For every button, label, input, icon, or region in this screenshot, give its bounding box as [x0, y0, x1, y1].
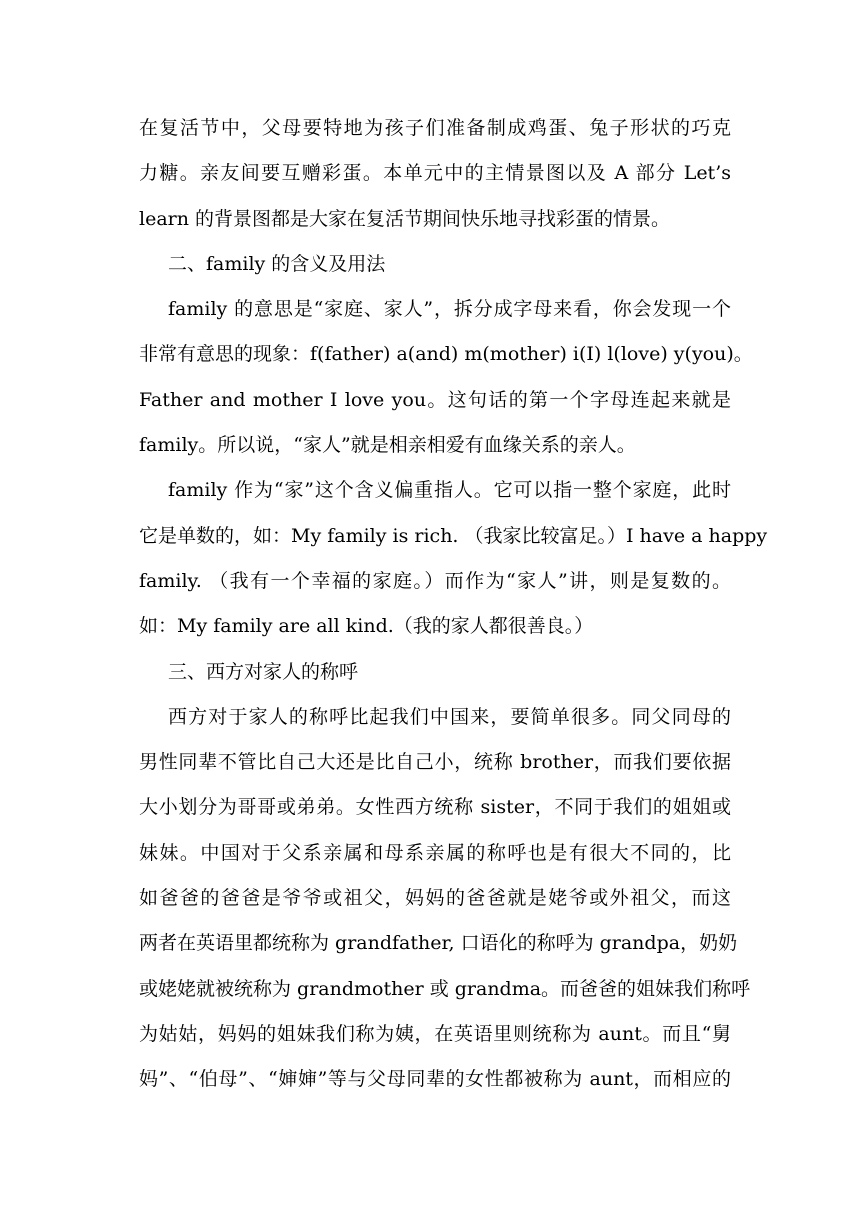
text-line: family。所以说，“家人”就是相亲相爱有血缘关系的亲人。	[139, 434, 636, 457]
text-line: 如爸爸的爸爸是爷爷或祖父，妈妈的爸爸就是姥爷或外祖父，而这	[139, 887, 731, 910]
text-line: 力糖。亲友间要互赠彩蛋。本单元中的主情景图以及 A 部分 Let’s	[139, 162, 731, 185]
document-body	[139, 106, 768, 1103]
text-line: family. （我有一个幸福的家庭。）而作为“家人”讲，则是复数的。	[139, 569, 731, 592]
text-line: 男性同辈不管比自己大还是比自己小，统称 brother，而我们要依据	[139, 751, 731, 774]
text-line: 在复活节中，父母要特地为孩子们准备制成鸡蛋、兔子形状的巧克	[139, 117, 731, 139]
text-line: 大小划分为哥哥或弟弟。女性西方统称 sister，不同于我们的姐姐或	[139, 796, 731, 819]
text-line: family 的意思是“家庭、家人”，拆分成字母来看，你会发现一个	[168, 298, 731, 321]
text-line: 两者在英语里都统称为 grandfather, 口语化的称呼为 grandpa，奶奶	[139, 932, 738, 955]
text-line: 妹妹。中国对于父系亲属和母系亲属的称呼也是有很大不同的，比	[139, 841, 731, 864]
text-line: 如：My family are all kind.（我的家人都很善良。）	[139, 615, 594, 638]
text-line: 非常有意思的现象：f(father) a(and) m(mother) i(I) l(love) y(you)。	[139, 343, 753, 366]
text-line: 为姑姑，妈妈的姐妹我们称为姨，在英语里则统称为 aunt。而且“舅	[139, 1022, 731, 1045]
text-line: 妈”、“伯母”、“婶婶”等与父母同辈的女性都被称为 aunt，而相应的	[139, 1068, 731, 1091]
text-line: Father and mother I love you。这句话的第一个字母连起来就是	[139, 388, 731, 411]
text-line: 二、family 的含义及用法	[168, 252, 386, 275]
text-line: 三、西方对家人的称呼	[168, 660, 359, 683]
text-line: 它是单数的，如：My family is rich. （我家比较富足。）I have a happy	[139, 524, 768, 547]
text-line: 或姥姥就被统称为 grandmother 或 grandma。而爸爸的姐妹我们称呼	[139, 977, 751, 1000]
text-line: family 作为“家”这个含义偏重指人。它可以指一整个家庭，此时	[168, 479, 731, 502]
text-line: learn 的背景图都是大家在复活节期间快乐地寻找彩蛋的情景。	[139, 207, 671, 230]
text-line: 西方对于家人的称呼比起我们中国来，要简单很多。同父同母的	[168, 705, 731, 728]
